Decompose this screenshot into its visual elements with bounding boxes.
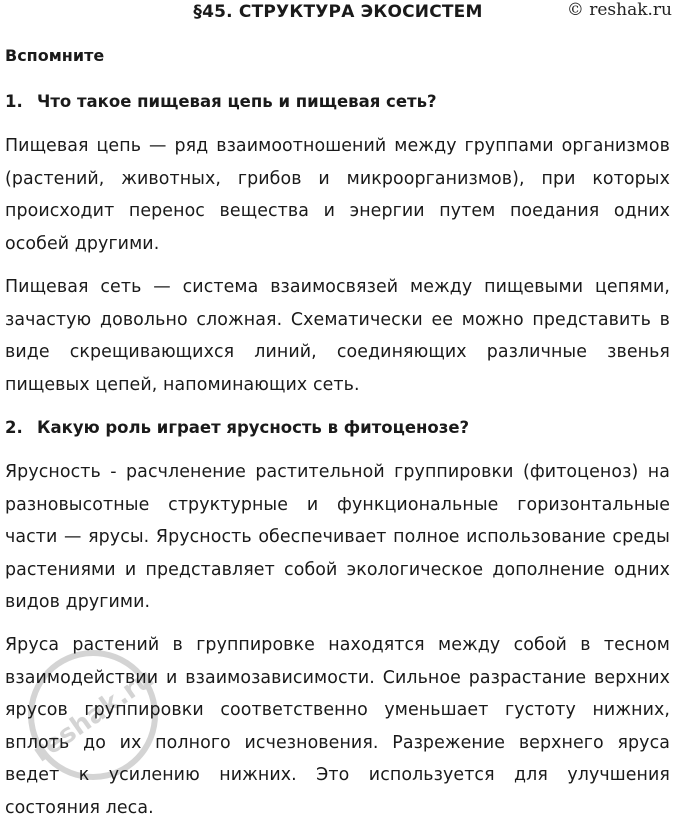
answer-paragraph: Пищевая цепь — ряд взаимоотношений между группами организмов (растений, животных, грибов и микроорганизмов), при которых происходит перенос вещества и энергии путем поедания одних особей другими. <box>5 136 670 254</box>
question-text: Какую роль играет ярусность в фитоценозе? <box>37 418 470 437</box>
answer-paragraph: Яруса растений в группировке находятся между собой в тесном взаимодействии и взаимозависимости. Сильное разрастание верхних ярусов группировки соответственно уменьшает густоту нижних, вплоть до их полного исчезновения. Разрежение верхнего яруса ведет к усилению нижних. Это используется для улучшения состояния леса. <box>5 635 670 818</box>
answer-paragraph: Ярусность - расчленение растительной группировки (фитоценоз) на разновысотные структурные и функциональные горизонтальные части — ярусы. Ярусность обеспечивает полное использование среды растениями и представляет собой экологическое дополнение одних видов другими. <box>5 462 670 612</box>
logo-watermark-text: reshak.ru <box>27 663 160 769</box>
question-1 <box>5 92 437 111</box>
page-title: §45. СТРУКТУРА ЭКОСИСТЕМ <box>193 2 483 22</box>
question-text: Что такое пищевая цепь и пищевая сеть? <box>37 92 437 111</box>
section-heading: Вспомните <box>5 46 105 65</box>
question-number: 2. <box>5 418 23 437</box>
copyright-watermark: © reshak.ru <box>566 0 672 20</box>
question-number: 1. <box>5 92 23 111</box>
question-2 <box>5 418 469 437</box>
answer-paragraph: Пищевая сеть — система взаимосвязей между пищевыми цепями, зачастую довольно сложная. Схематически ее можно представить в виде скрещивающихся линий, соединяющих различные звенья пищевых цепей, напоминающих сеть. <box>5 277 670 395</box>
